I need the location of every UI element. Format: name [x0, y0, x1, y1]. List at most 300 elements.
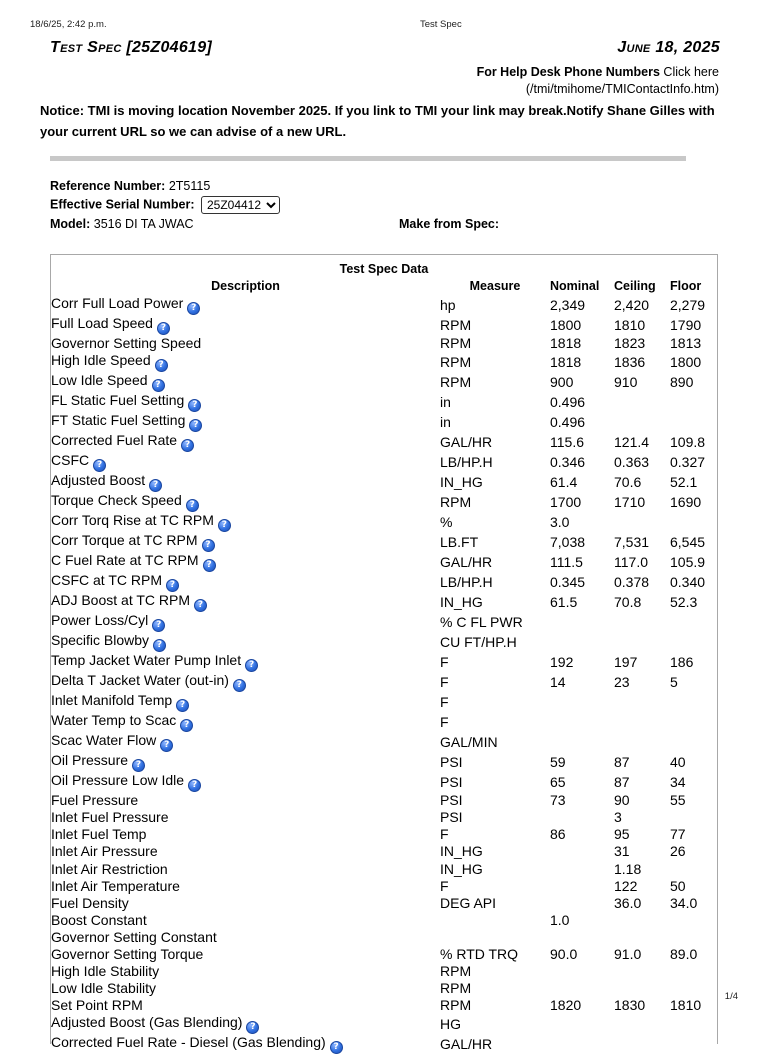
description-cell — [51, 392, 440, 412]
description-cell — [51, 452, 440, 472]
floor-cell: 34.0 — [670, 894, 698, 911]
table-row — [51, 452, 717, 472]
ceiling-cell: 122 — [614, 877, 638, 894]
floor-cell — [670, 860, 717, 877]
nominal-cell: 61.4 — [550, 473, 578, 490]
description-text: Boost Constant — [51, 911, 147, 928]
description-text: Governor Setting Speed — [51, 335, 202, 352]
measure-cell: RPM — [440, 963, 472, 980]
nominal-cell — [550, 809, 614, 826]
description-text: Inlet Fuel Pressure — [51, 809, 169, 826]
description-cell — [51, 752, 440, 772]
floor-cell: 1790 — [670, 316, 702, 333]
floor-cell: 34 — [670, 773, 686, 790]
model-value: 3516 DI TA JWAC — [93, 217, 194, 231]
floor-cell — [670, 1014, 717, 1034]
table-row — [51, 1034, 717, 1054]
table-row — [51, 672, 717, 692]
nominal-cell — [550, 1034, 614, 1054]
nominal-cell — [550, 895, 614, 912]
measure-cell: LB/HP.H — [440, 573, 493, 590]
measure-cell: PSI — [440, 809, 463, 826]
table-row — [51, 752, 717, 772]
question-mark-circle-icon[interactable]: ? — [187, 302, 200, 315]
measure-cell: PSI — [440, 792, 463, 809]
ceiling-cell: 95 — [614, 826, 630, 843]
description-cell — [51, 335, 440, 352]
question-mark-circle-icon[interactable]: ? — [152, 619, 165, 632]
ceiling-cell: 1836 — [614, 353, 646, 370]
measure-cell: GAL/MIN — [440, 733, 498, 750]
test-spec-table-body — [51, 295, 717, 1054]
table-row — [51, 372, 717, 392]
ceiling-cell: 90 — [614, 792, 630, 809]
description-cell — [51, 929, 440, 946]
measure-cell: RPM — [440, 980, 472, 997]
nominal-cell — [550, 612, 614, 632]
ceiling-cell: 197 — [614, 653, 638, 670]
ceiling-cell: 23 — [614, 673, 630, 690]
table-row — [51, 732, 717, 752]
table-row — [51, 980, 717, 997]
help-desk-link-url: (/tmi/tmihome/TMIContactInfo.htm) — [525, 82, 719, 96]
description-cell — [51, 843, 440, 860]
description-text: ADJ Boost at TC RPM — [51, 592, 191, 609]
table-row — [51, 772, 717, 792]
ceiling-cell — [614, 1014, 670, 1034]
question-mark-circle-icon[interactable]: ? — [245, 659, 258, 672]
help-desk-info — [477, 64, 719, 98]
description-text: High Idle Stability — [51, 963, 160, 980]
ceiling-cell — [614, 412, 670, 432]
nominal-cell: 1700 — [550, 493, 582, 510]
description-cell — [51, 512, 440, 532]
description-text: Adjusted Boost (Gas Blending) — [51, 1014, 243, 1031]
floor-cell: 77 — [670, 826, 686, 843]
description-cell — [51, 1034, 440, 1054]
ceiling-cell — [614, 1034, 670, 1054]
model-row — [50, 217, 194, 231]
measure-cell: RPM — [440, 997, 472, 1014]
nominal-cell — [550, 732, 614, 752]
measure-cell: F — [440, 653, 449, 670]
description-cell — [51, 432, 440, 452]
table-row — [51, 315, 717, 335]
ceiling-cell: 1710 — [614, 493, 646, 510]
measure-cell: in — [440, 413, 451, 430]
measure-cell: GAL/HR — [440, 1035, 493, 1052]
measure-cell: F — [440, 713, 449, 730]
print-page-title: Test Spec — [420, 19, 462, 30]
description-cell — [51, 592, 440, 612]
description-text: Inlet Manifold Temp — [51, 692, 173, 709]
description-cell — [51, 572, 440, 592]
description-text: Inlet Air Restriction — [51, 860, 168, 877]
description-cell — [51, 860, 440, 877]
floor-cell: 105.9 — [670, 553, 706, 570]
measure-cell: GAL/HR — [440, 553, 493, 570]
description-cell — [51, 980, 440, 997]
question-mark-circle-icon[interactable]: ? — [160, 739, 173, 752]
ceiling-cell: 1810 — [614, 316, 646, 333]
measure-cell: IN_HG — [440, 860, 483, 877]
description-cell — [51, 946, 440, 963]
description-text: Low Idle Stability — [51, 980, 157, 997]
description-text: Power Loss/Cyl — [51, 612, 149, 629]
column-header-measure: Measure — [469, 279, 521, 293]
description-cell — [51, 792, 440, 809]
floor-cell — [670, 912, 717, 929]
table-row — [51, 492, 717, 512]
ceiling-cell — [614, 712, 670, 732]
measure-cell: LB/HP.H — [440, 453, 493, 470]
nominal-cell: 1.0 — [550, 911, 570, 928]
nominal-cell — [550, 878, 614, 895]
description-text: Governor Setting Constant — [51, 928, 217, 945]
description-cell — [51, 372, 440, 392]
question-mark-circle-icon[interactable]: ? — [181, 439, 194, 452]
floor-cell — [670, 963, 717, 980]
ceiling-cell: 117.0 — [614, 553, 648, 570]
test-spec-panel — [50, 254, 718, 1053]
description-cell — [51, 1014, 440, 1034]
question-mark-circle-icon[interactable]: ? — [189, 419, 202, 432]
description-text: FL Static Fuel Setting — [51, 392, 185, 409]
floor-cell — [670, 612, 717, 632]
nominal-cell: 7,038 — [550, 533, 586, 550]
description-cell — [51, 352, 440, 372]
floor-cell: 55 — [670, 792, 686, 809]
ceiling-cell: 1830 — [614, 997, 646, 1014]
ceiling-cell — [614, 632, 670, 652]
table-row — [51, 946, 717, 963]
ceiling-cell: 70.6 — [614, 473, 642, 490]
measure-cell: PSI — [440, 753, 463, 770]
description-text: Corr Torq Rise at TC RPM — [51, 512, 214, 529]
question-mark-circle-icon[interactable]: ? — [203, 559, 216, 572]
question-mark-circle-icon[interactable]: ? — [157, 322, 170, 335]
description-cell — [51, 692, 440, 712]
model-label: Model: — [50, 217, 91, 231]
description-cell — [51, 472, 440, 492]
test-spec-heading: Test Spec Data — [339, 262, 429, 276]
floor-cell: 89.0 — [670, 945, 698, 962]
nominal-cell: 0.496 — [550, 413, 586, 430]
column-header-floor: Floor — [670, 279, 702, 293]
table-row — [51, 592, 717, 612]
nominal-cell: 14 — [550, 673, 566, 690]
test-spec-table — [51, 278, 717, 1054]
table-row — [51, 826, 717, 843]
nominal-cell — [550, 843, 614, 860]
nominal-cell: 65 — [550, 773, 566, 790]
measure-cell: in — [440, 393, 451, 410]
question-mark-circle-icon[interactable]: ? — [155, 359, 168, 372]
measure-cell: GAL/HR — [440, 433, 493, 450]
measure-cell: % — [440, 513, 453, 530]
description-cell — [51, 809, 440, 826]
ceiling-cell: 1.18 — [614, 860, 642, 877]
floor-cell: 1800 — [670, 353, 702, 370]
question-mark-circle-icon[interactable]: ? — [202, 539, 215, 552]
measure-cell: CU FT/HP.H — [440, 633, 517, 650]
table-row — [51, 997, 717, 1014]
nominal-cell: 111.5 — [550, 553, 583, 570]
floor-cell: 52.1 — [670, 473, 698, 490]
description-text: Oil Pressure Low Idle — [51, 772, 185, 789]
reference-number-label: Reference Number: — [50, 179, 166, 193]
make-from-spec-label: Make from Spec: — [399, 217, 500, 231]
description-cell — [51, 826, 440, 843]
floor-cell — [670, 692, 717, 712]
description-text: CSFC — [51, 452, 90, 469]
nominal-cell: 115.6 — [550, 433, 584, 450]
ceiling-cell: 0.378 — [614, 573, 650, 590]
nominal-cell — [550, 929, 614, 946]
measure-cell: F — [440, 877, 449, 894]
nominal-cell: 1800 — [550, 316, 582, 333]
question-mark-circle-icon[interactable]: ? — [93, 459, 106, 472]
table-row — [51, 472, 717, 492]
measure-cell: PSI — [440, 773, 463, 790]
print-datetime: 18/6/25, 2:42 p.m. — [30, 19, 107, 30]
description-text: CSFC at TC RPM — [51, 572, 162, 589]
description-cell — [51, 552, 440, 572]
question-mark-circle-icon[interactable]: ? — [176, 699, 189, 712]
nominal-cell: 0.496 — [550, 393, 586, 410]
floor-cell: 0.340 — [670, 573, 706, 590]
question-mark-circle-icon[interactable]: ? — [233, 679, 246, 692]
description-cell — [51, 672, 440, 692]
measure-cell: F — [440, 693, 449, 710]
table-row — [51, 912, 717, 929]
table-row — [51, 552, 717, 572]
description-cell — [51, 912, 440, 929]
description-cell — [51, 652, 440, 672]
description-text: FT Static Fuel Setting — [51, 412, 186, 429]
measure-cell: % RTD TRQ — [440, 945, 519, 962]
description-text: Full Load Speed — [51, 315, 153, 331]
table-row — [51, 809, 717, 826]
table-row — [51, 392, 717, 412]
nominal-cell: 0.346 — [550, 453, 586, 470]
question-mark-circle-icon[interactable]: ? — [149, 479, 162, 492]
serial-number-row — [50, 196, 280, 214]
question-mark-circle-icon[interactable]: ? — [132, 759, 145, 772]
ceiling-cell: 2,420 — [614, 296, 650, 313]
ceiling-cell: 121.4 — [614, 433, 650, 450]
description-text: Specific Blowby — [51, 632, 150, 649]
floor-cell: 5 — [670, 673, 678, 690]
nominal-cell — [550, 712, 614, 732]
description-text: High Idle Speed — [51, 352, 151, 369]
nominal-cell — [550, 860, 614, 877]
ceiling-cell — [614, 512, 670, 532]
help-desk-label: For Help Desk Phone Numbers — [476, 65, 660, 79]
nominal-cell: 73 — [550, 792, 566, 809]
measure-cell: RPM — [440, 335, 472, 352]
section-divider — [50, 156, 686, 161]
ceiling-cell — [614, 692, 670, 712]
nominal-cell: 86 — [550, 826, 566, 843]
floor-cell — [670, 712, 717, 732]
ceiling-cell — [614, 912, 670, 929]
ceiling-cell: 91.0 — [614, 945, 642, 962]
table-row — [51, 712, 717, 732]
nominal-cell: 90.0 — [550, 945, 578, 962]
description-cell — [51, 315, 440, 335]
description-text: C Fuel Rate at TC RPM — [51, 552, 199, 569]
table-row — [51, 572, 717, 592]
nominal-cell — [550, 1014, 614, 1034]
floor-cell: 40 — [670, 753, 686, 770]
nominal-cell — [550, 692, 614, 712]
ceiling-cell — [614, 980, 670, 997]
measure-cell: LB.FT — [440, 533, 479, 550]
question-mark-circle-icon[interactable]: ? — [246, 1021, 259, 1034]
measure-cell: IN_HG — [440, 473, 483, 490]
ceiling-cell: 910 — [614, 373, 638, 390]
table-row — [51, 1014, 717, 1034]
description-text: Adjusted Boost — [51, 472, 146, 489]
nominal-cell: 59 — [550, 753, 566, 770]
question-mark-circle-icon[interactable]: ? — [188, 399, 201, 412]
table-row — [51, 692, 717, 712]
nominal-cell: 3.0 — [550, 513, 570, 530]
description-text: Corrected Fuel Rate - Diesel (Gas Blending) — [51, 1034, 326, 1051]
table-row — [51, 878, 717, 895]
title-row — [50, 39, 720, 61]
table-row — [51, 432, 717, 452]
description-text: Delta T Jacket Water (out-in) — [51, 672, 229, 689]
description-cell — [51, 412, 440, 432]
nominal-cell — [550, 963, 614, 980]
description-text: Temp Jacket Water Pump Inlet — [51, 652, 242, 669]
table-row — [51, 295, 717, 315]
table-row — [51, 612, 717, 632]
ceiling-cell — [614, 963, 670, 980]
description-text: Inlet Fuel Temp — [51, 826, 147, 843]
floor-cell — [670, 1034, 717, 1054]
description-text: Set Point RPM — [51, 997, 143, 1014]
question-mark-circle-icon[interactable]: ? — [218, 519, 231, 532]
floor-cell: 26 — [670, 843, 686, 860]
measure-cell: F — [440, 673, 449, 690]
reference-number-row — [50, 179, 210, 193]
nominal-cell: 1820 — [550, 997, 582, 1014]
floor-cell — [670, 929, 717, 946]
measure-cell: IN_HG — [440, 843, 483, 860]
measure-cell — [440, 929, 550, 946]
table-row — [51, 532, 717, 552]
notice-message: Notice: TMI is moving location November 2025. If you link to TMI your link may break.Notify Shane Gilles with your current URL so we can advise of a new URL. — [40, 103, 715, 139]
serial-number-label: Effective Serial Number: — [50, 197, 195, 212]
description-cell — [51, 712, 440, 732]
question-mark-circle-icon[interactable]: ? — [194, 599, 207, 612]
description-cell — [51, 612, 440, 632]
measure-cell: hp — [440, 296, 456, 313]
help-desk-link[interactable]: Click here — [663, 65, 719, 79]
table-header-row — [51, 278, 717, 295]
description-text: Inlet Air Temperature — [51, 877, 180, 894]
description-text: Governor Setting Torque — [51, 945, 204, 962]
floor-cell — [670, 732, 717, 752]
measure-cell: % C FL PWR — [440, 613, 523, 630]
description-cell — [51, 895, 440, 912]
nominal-cell — [550, 632, 614, 652]
description-cell — [51, 878, 440, 895]
measure-cell: DEG API — [440, 894, 497, 911]
floor-cell — [670, 980, 717, 997]
question-mark-circle-icon[interactable]: ? — [180, 719, 193, 732]
floor-cell — [670, 392, 717, 412]
description-cell — [51, 492, 440, 512]
nominal-cell: 900 — [550, 373, 574, 390]
ceiling-cell — [614, 612, 670, 632]
question-mark-circle-icon[interactable]: ? — [153, 639, 166, 652]
ceiling-cell: 70.8 — [614, 593, 642, 610]
floor-cell: 1810 — [670, 997, 702, 1014]
measure-cell: RPM — [440, 353, 472, 370]
reference-number-value: 2T5115 — [168, 179, 211, 193]
description-text: Torque Check Speed — [51, 492, 182, 509]
ceiling-cell — [614, 732, 670, 752]
measure-cell: IN_HG — [440, 593, 483, 610]
floor-cell — [670, 412, 717, 432]
ceiling-cell: 7,531 — [614, 533, 650, 550]
measure-cell: F — [440, 826, 449, 843]
ceiling-cell: 87 — [614, 753, 630, 770]
floor-cell — [670, 809, 717, 826]
question-mark-circle-icon[interactable]: ? — [330, 1041, 343, 1054]
nominal-cell: 0.345 — [550, 573, 586, 590]
floor-cell: 2,279 — [670, 296, 706, 313]
table-row — [51, 963, 717, 980]
table-row — [51, 929, 717, 946]
nominal-cell: 1818 — [550, 335, 582, 352]
table-row — [51, 512, 717, 532]
question-mark-circle-icon[interactable]: ? — [152, 379, 165, 392]
floor-cell — [670, 512, 717, 532]
question-mark-circle-icon[interactable]: ? — [166, 579, 179, 592]
floor-cell — [670, 632, 717, 652]
table-row — [51, 352, 717, 372]
ceiling-cell: 31 — [614, 843, 630, 860]
table-row — [51, 843, 717, 860]
serial-number-select[interactable] — [201, 196, 280, 214]
table-row — [51, 895, 717, 912]
question-mark-circle-icon[interactable]: ? — [186, 499, 199, 512]
description-text: Low Idle Speed — [51, 372, 148, 389]
floor-cell: 0.327 — [670, 453, 706, 470]
floor-cell: 6,545 — [670, 533, 706, 550]
description-text: Corr Full Load Power — [51, 295, 184, 311]
description-cell — [51, 632, 440, 652]
column-header-ceiling: Ceiling — [614, 279, 656, 293]
nominal-cell: 61.5 — [550, 593, 578, 610]
floor-cell: 109.8 — [670, 433, 706, 450]
description-cell — [51, 732, 440, 752]
description-text: Water Temp to Scac — [51, 712, 177, 729]
ceiling-cell: 3 — [614, 809, 622, 826]
description-cell — [51, 997, 440, 1014]
description-cell — [51, 772, 440, 792]
floor-cell: 1813 — [670, 335, 702, 352]
description-text: Inlet Air Pressure — [51, 843, 158, 860]
question-mark-circle-icon[interactable]: ? — [188, 779, 201, 792]
nominal-cell: 2,349 — [550, 296, 586, 313]
column-header-description: Description — [211, 279, 280, 293]
